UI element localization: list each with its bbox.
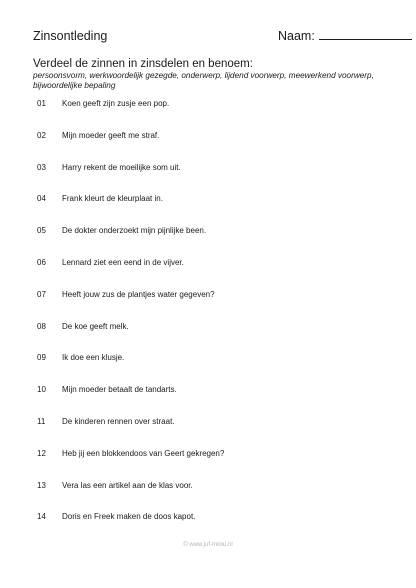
exercise-sentence: Vera las een artikel aan de klas voor.	[62, 480, 193, 490]
exercise-number: 08	[37, 321, 46, 331]
exercise-number: 03	[37, 162, 46, 172]
exercise-sentence: Koen geeft zijn zusje een pop.	[62, 99, 170, 108]
exercise-sentence: De dokter onderzoekt mijn pijnlijke been.	[62, 226, 207, 236]
exercise-sentence: De kinderen rennen over straat.	[62, 416, 175, 426]
exercise-item	[37, 417, 377, 449]
exercise-number: 06	[37, 257, 46, 267]
name-blank-line	[319, 28, 412, 40]
exercise-item	[37, 481, 377, 513]
exercise-sentence: Ik doe een klusje.	[62, 353, 125, 363]
exercise-number: 11	[37, 416, 46, 426]
exercise-item	[37, 131, 377, 163]
worksheet-title: Zinsontleding	[33, 29, 108, 43]
exercise-item	[37, 258, 377, 290]
exercise-number: 12	[37, 448, 46, 458]
instruction-terms: persoonsvorm, werkwoordelijk gezegde, onderwerp, lijdend voorwerp, meewerkend voorwerp, bijwoordelijke bepaling	[33, 71, 374, 90]
exercise-item	[37, 322, 377, 354]
exercise-number: 01	[37, 99, 46, 108]
exercise-sentence: Harry rekent de moeilijke som uit.	[62, 162, 181, 172]
exercise-item	[37, 194, 377, 226]
exercise-item	[37, 226, 377, 258]
exercise-sentence: Mijn moeder betaalt de tandarts.	[62, 385, 177, 395]
exercise-sentence: Mijn moeder geeft me straf.	[62, 130, 160, 140]
exercise-sentence: Heb jij een blokkendoos van Geert gekregen?	[62, 448, 225, 458]
exercise-sentence: Lennard ziet een eend in de vijver.	[62, 257, 184, 267]
exercise-number: 04	[37, 194, 46, 204]
copyright-footer: © www.juf-milou.nl	[183, 542, 233, 548]
name-field	[278, 28, 412, 44]
instruction-text: Verdeel de zinnen in zinsdelen en benoem:	[33, 58, 253, 70]
exercise-item	[37, 99, 377, 131]
exercise-list	[37, 99, 377, 544]
exercise-item	[37, 163, 377, 195]
worksheet-header	[33, 28, 378, 44]
exercise-number: 02	[37, 130, 46, 140]
exercise-number: 13	[37, 480, 46, 490]
exercise-sentence: De koe geeft melk.	[62, 321, 129, 331]
exercise-number: 14	[37, 512, 46, 522]
exercise-number: 07	[37, 289, 46, 299]
exercise-sentence: Frank kleurt de kleurplaat in.	[62, 194, 163, 204]
exercise-sentence: Heeft jouw zus de plantjes water gegeven?	[62, 289, 215, 299]
name-label: Naam:	[278, 29, 315, 43]
exercise-number: 09	[37, 353, 46, 363]
exercise-number: 10	[37, 385, 46, 395]
exercise-item	[37, 512, 377, 544]
exercise-item	[37, 385, 377, 417]
exercise-item	[37, 449, 377, 481]
exercise-number: 05	[37, 226, 46, 236]
exercise-item	[37, 290, 377, 322]
exercise-sentence: Doris en Freek maken de doos kapot.	[62, 512, 196, 522]
exercise-item	[37, 353, 377, 385]
